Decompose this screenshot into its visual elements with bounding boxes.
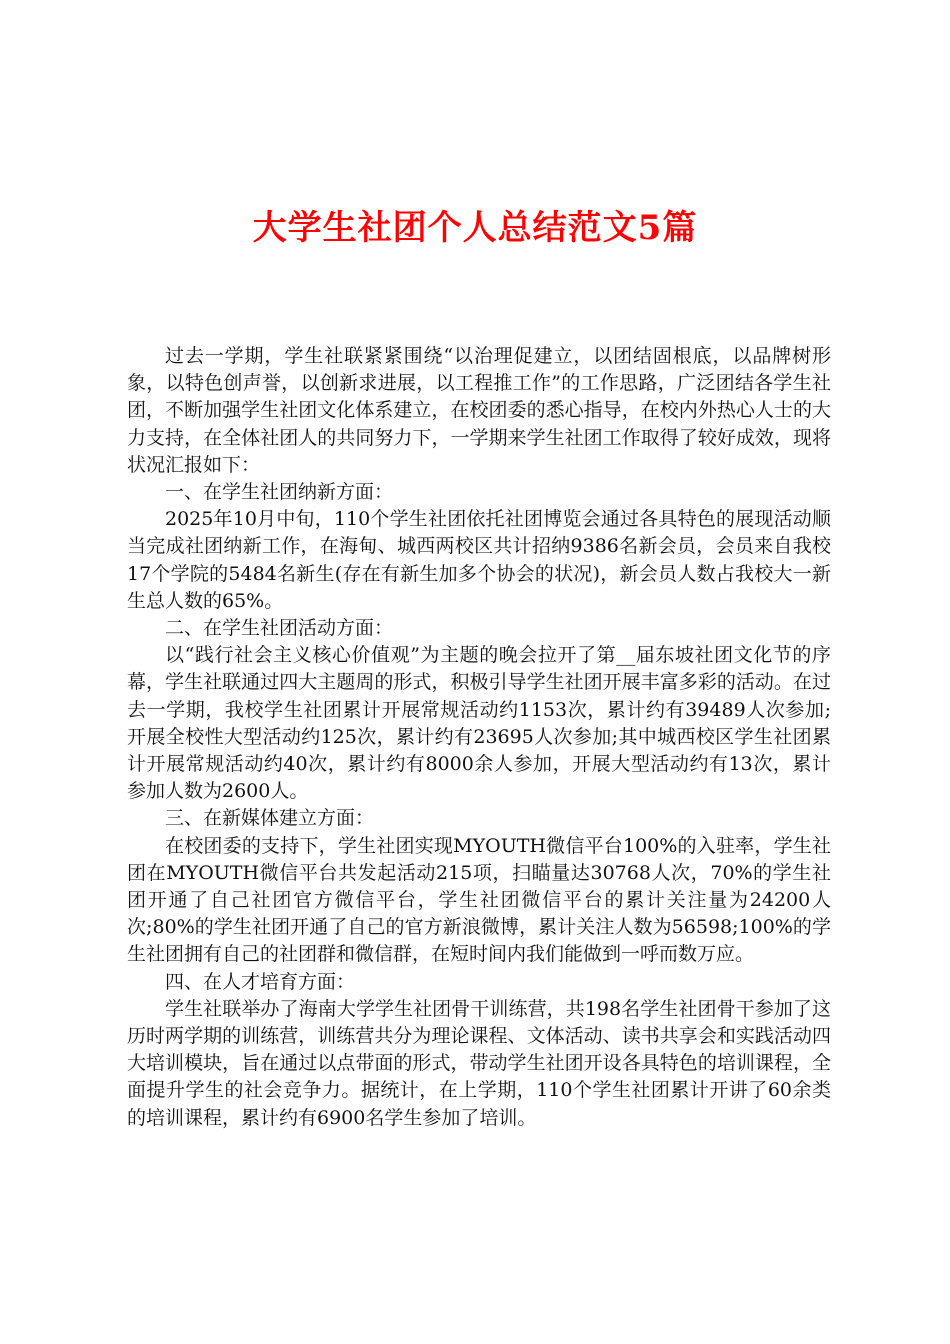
section-heading-recruitment: 一、在学生社团纳新方面： (165, 481, 394, 504)
section-heading-new-media: 三、在新媒体建立方面： (165, 807, 375, 830)
section-heading-activities: 二、在学生社团活动方面： (165, 617, 394, 640)
section-body-recruitment: 2025年10月中旬，110个学生社团依托社团博览会通过各具特色的展现活动顺当完成社团纳新工作，在海甸、城西两校区共计招纳9386名新会员，会员来自我校17个学院的5484名新生(存在有新生加多个协会的状况)，新会员人数占我校大一新生总人数的65%。 (127, 508, 831, 612)
intro-paragraph: 过去一学期，学生社联紧紧围绕“以治理促建立，以团结固根底，以品牌树形象，以特色创声誉，以创新求进展，以工程推工作”的工作思路，广泛团结各学生社团，不断加强学生社团文化体系建立，在校团委的悉心指导，在校内外热心人士的大力支持，在全体社团人的共同努力下，一学期来学生社团工作取得了较好成效，现将状况汇报如下： (127, 345, 831, 476)
section-body-talent-training: 学生社联举办了海南大学学生社团骨干训练营，共198名学生社团骨干参加了这历时两学期的训练营，训练营共分为理论课程、文体活动、读书共享会和实践活动四大培训模块，旨在通过以点带面的形式，带动学生社团开设各具特色的培训课程，全面提升学生的社会竞争力。据统计，在上学期，110个学生社团累计开讲了60余类的培训课程，累计约有6900名学生参加了培训。 (127, 997, 831, 1129)
section-body-new-media: 在校团委的支持下，学生社团实现MYOUTH微信平台100%的入驻率，学生社团在MYOUTH微信平台共发起活动215项，扫瞄量达30768人次，70%的学生社团开通了自己社团官方微信平台，学生社团微信平台的累计关注量为24200人次;80%的学生社团开通了自己的官方新浪微博，累计关注人数为56598;100%的学生社团拥有自己的社团群和微信群，在短时间内我们能做到一呼而数万应。 (127, 834, 831, 966)
document-body (127, 343, 831, 1132)
section-body-activities: 以“践行社会主义核心价值观”为主题的晚会拉开了第__届东坡社团文化节的序幕，学生社联通过四大主题周的形式，积极引导学生社团开展丰富多彩的活动。在过去一学期，我校学生社团累计开展常规活动约1153次，累计约有39489人次参加;开展全校性大型活动约125次，累计约有23695人次参加;其中城西校区学生社团累计开展常规活动约40次，累计约有8000余人参加，开展大型活动约有13次，累计参加人数为2600人。 (127, 644, 831, 803)
document-title: 大学生社团个人总结范文5篇 (252, 208, 698, 248)
section-heading-talent-training: 四、在人才培育方面： (165, 970, 356, 993)
